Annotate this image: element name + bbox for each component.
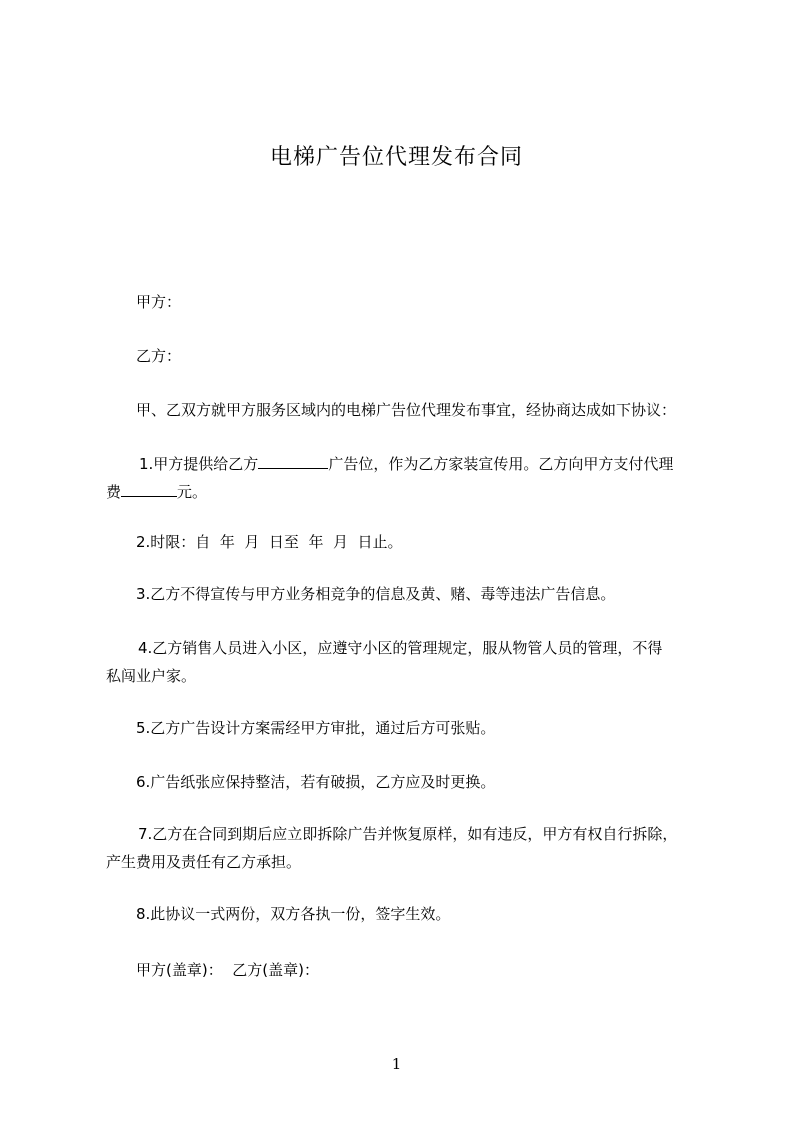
clause-6 (106, 768, 706, 796)
clause-2-text: 2.时限：自 年 月 日至 年 月 日止。 (136, 533, 403, 551)
clause-4-line-2: 私闯业户家。 (106, 667, 197, 685)
clause-7-line-2: 产生费用及责任有乙方承担。 (106, 853, 302, 871)
clause-8 (106, 900, 706, 928)
blank-fee-amount[interactable] (121, 478, 177, 497)
clause-1-text-c: 费 (106, 483, 122, 501)
signature-line (106, 956, 706, 984)
clause-5-text: 5.乙方广告设计方案需经甲方审批，通过后方可张贴。 (136, 719, 496, 737)
clause-6-text: 6.广告纸张应保持整洁，若有破损，乙方应及时更换。 (136, 773, 496, 791)
signature-text: 甲方(盖章)： 乙方(盖章)： (136, 961, 319, 979)
preamble-text: 甲、乙双方就甲方服务区域内的电梯广告位代理发布事宜，经协商达成如下协议： (136, 401, 677, 419)
clause-4-line-1: 4.乙方销售人员进入小区，应遵守小区的管理规定，服从物管人员的管理，不得 (138, 639, 663, 657)
page-number: 1 (391, 1055, 402, 1073)
clause-7 (106, 820, 706, 876)
party-b-label: 乙方： (136, 347, 182, 365)
clause-8-text: 8.此协议一式两份，双方各执一份，签字生效。 (136, 905, 451, 923)
clause-3 (106, 580, 706, 608)
clause-1 (106, 450, 706, 506)
party-a-line (106, 288, 706, 316)
page-title: 电梯广告位代理发布合同 (269, 145, 523, 170)
party-a-label: 甲方： (136, 293, 182, 311)
blank-ad-count[interactable] (258, 450, 328, 469)
clause-1-text-b: 广告位，作为乙方家装宣传用。乙方向甲方支付代理 (328, 455, 674, 473)
party-b-line (106, 342, 706, 370)
clause-2 (106, 528, 706, 556)
clause-7-line-1: 7.乙方在合同到期后应立即拆除广告并恢复原样，如有违反，甲方有权自行拆除， (138, 825, 678, 843)
clause-1-line-2 (106, 478, 706, 506)
clause-1-text-a: 1.甲方提供给乙方 (139, 455, 259, 473)
clause-3-text: 3.乙方不得宣传与甲方业务相竞争的信息及黄、赌、毒等违法广告信息。 (136, 585, 616, 603)
clause-4 (106, 634, 706, 690)
clause-5 (106, 714, 706, 742)
clause-1-line-1 (106, 450, 706, 478)
preamble (106, 396, 706, 424)
clause-1-text-d: 元。 (177, 483, 208, 501)
